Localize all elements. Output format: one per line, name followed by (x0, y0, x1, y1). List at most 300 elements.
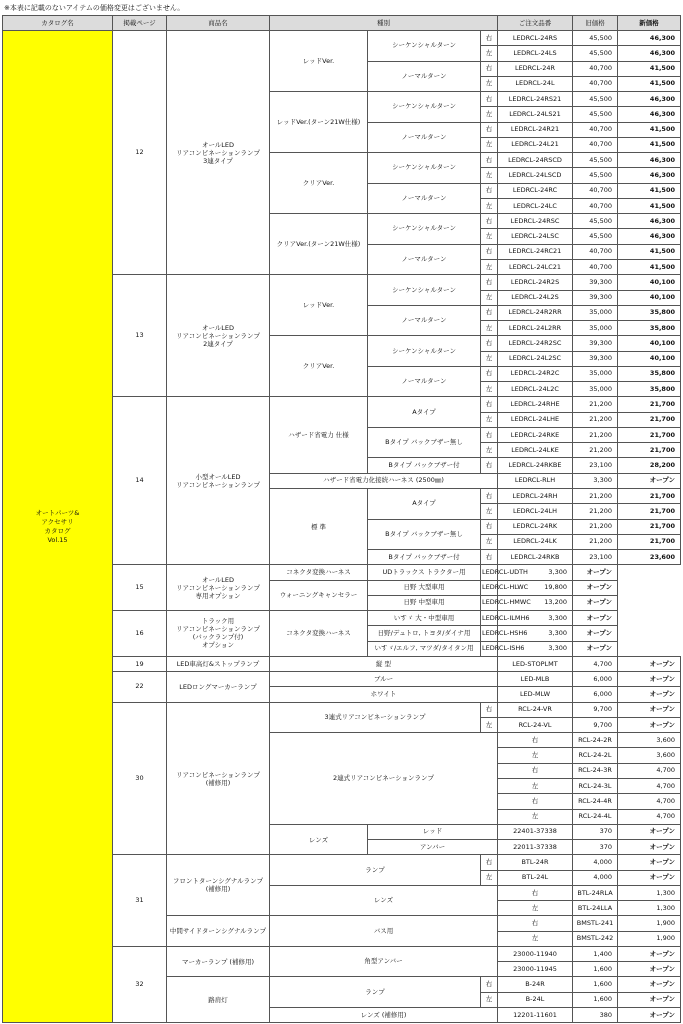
side-cell: 左 (481, 46, 498, 61)
text-line: リアコンビネーションランプ (176, 480, 260, 489)
new-price-cell: オープン (618, 656, 681, 671)
side-cell: 左 (498, 809, 573, 824)
page-cell: 31 (113, 855, 167, 947)
table-row (3, 31, 681, 46)
order-code-cell: LED-MLW (498, 687, 573, 702)
old-price-cell: 45,500 (573, 168, 618, 183)
side-cell: 左 (481, 870, 498, 885)
side-cell: 左 (481, 412, 498, 427)
type-group-cell: レンズ (270, 824, 368, 855)
text-line: LEDロングマーカーランプ (179, 682, 257, 691)
page-cell: 13 (113, 275, 167, 397)
product-name-cell (167, 855, 270, 916)
old-price-cell: 40,700 (573, 76, 618, 91)
type-detail-cell: シーケンシャルターン (368, 336, 481, 367)
side-cell: 左 (481, 504, 498, 519)
old-price-cell: 1,900 (618, 931, 681, 946)
new-price-cell: オープン (573, 580, 618, 595)
new-price-cell: オープン (618, 702, 681, 717)
order-code-cell: LEDRCL-24RH (498, 488, 573, 503)
header-page: 掲載ページ (113, 16, 167, 31)
old-price-cell: 9,700 (573, 717, 618, 732)
text-line: 路肩灯 (208, 995, 228, 1004)
text-line: (補修用) (205, 778, 231, 787)
old-price-cell: 45,500 (573, 92, 618, 107)
text-line: カタログ (44, 526, 71, 535)
side-cell: 左 (481, 992, 498, 1007)
side-cell: 左 (481, 717, 498, 732)
side-cell: 左 (481, 229, 498, 244)
side-cell: 左 (498, 931, 573, 946)
text-line: (補修用) (205, 885, 231, 894)
new-price-cell: 46,300 (618, 46, 681, 61)
order-code-cell: LEDRCL-24L21 (498, 137, 573, 152)
old-price-cell: 39,300 (573, 275, 618, 290)
type-detail-cell: 日野/デュトロ, トヨタ/ダイナ用 (368, 626, 481, 641)
old-price-cell: 1,900 (618, 916, 681, 931)
order-code-cell: RCL-24-3L (573, 779, 618, 794)
order-code-cell: 12201-11601 (498, 1008, 573, 1023)
old-price-cell: 3,600 (618, 748, 681, 763)
type-detail-cell: 日野 大型車用 (368, 580, 481, 595)
text-line: 3連タイプ (203, 156, 233, 165)
header-type: 種別 (270, 16, 498, 31)
new-price-cell: 35,800 (618, 366, 681, 381)
product-name-cell (167, 565, 270, 611)
old-price-cell: 45,500 (573, 46, 618, 61)
text-line: リアコンビネーションランプ (176, 148, 260, 157)
type-cell: ブルー (270, 672, 498, 687)
old-price-cell: 370 (573, 840, 618, 855)
old-price-cell: 40,700 (573, 198, 618, 213)
text-line: リアコンビネーションランプ (176, 625, 260, 634)
order-code-cell: LEDRCL-HSH6 (481, 626, 498, 641)
new-price-cell: オープン (618, 672, 681, 687)
new-price-cell: 21,700 (618, 504, 681, 519)
new-price-cell: 41,500 (618, 137, 681, 152)
product-name-cell (167, 702, 270, 855)
new-price-cell: 41,500 (618, 122, 681, 137)
side-cell: 左 (481, 259, 498, 274)
new-price-cell: 40,100 (618, 290, 681, 305)
new-price-cell: オープン (618, 824, 681, 839)
text-line: リアコンビネーションランプ (176, 331, 260, 340)
type-cell: 縦 型 (270, 656, 498, 671)
old-price-cell: 3,600 (618, 733, 681, 748)
side-cell: 右 (481, 31, 498, 46)
page-cell: 22 (113, 672, 167, 703)
type-detail-cell: 日野 中型車用 (368, 595, 481, 610)
type-cell: バス用 (270, 916, 498, 947)
product-name-cell (167, 916, 270, 947)
type-group-cell: 標 準 (270, 488, 368, 564)
type-detail-cell: シーケンシャルターン (368, 31, 481, 62)
text-line: 専用オプション (195, 591, 241, 600)
side-cell: 左 (481, 351, 498, 366)
type-detail-cell: シーケンシャルターン (368, 214, 481, 245)
order-code-cell: 23000-11940 (498, 946, 573, 961)
old-price-cell: 21,200 (573, 488, 618, 503)
new-price-cell: 28,200 (618, 458, 681, 473)
old-price-cell: 23,100 (573, 550, 618, 565)
old-price-cell: 39,300 (573, 290, 618, 305)
product-name-cell (167, 672, 270, 703)
order-code-cell: LEDRCL-HMWC (481, 595, 498, 610)
side-cell: 左 (481, 382, 498, 397)
side-cell: 左 (481, 534, 498, 549)
type-group-cell: レッドVer. (270, 31, 368, 92)
text-line: オプション (202, 641, 234, 650)
side-cell: 左 (481, 137, 498, 152)
new-price-cell: 41,500 (618, 244, 681, 259)
new-price-cell: 40,100 (618, 275, 681, 290)
order-code-cell: B-24R (498, 977, 573, 992)
page-cell: 16 (113, 611, 167, 657)
type-group-cell: クリアVer.(ターン21W仕様) (270, 214, 368, 275)
type-detail-cell: ノーマルターン (368, 244, 481, 275)
side-cell: 右 (498, 885, 573, 900)
page-cell: 32 (113, 946, 167, 1022)
old-price-cell: 35,000 (573, 366, 618, 381)
order-code-cell: LEDRCL-24RSCD (498, 153, 573, 168)
order-code-cell: LEDRCL-24L (498, 76, 573, 91)
type-detail-cell: Aタイプ (368, 397, 481, 428)
old-price-cell: 370 (573, 824, 618, 839)
type-cell: 2連式リアコンビネーションランプ (270, 733, 498, 825)
order-code-cell: LEDRCL-24LS (498, 46, 573, 61)
new-price-cell: 21,700 (618, 519, 681, 534)
order-code-cell: BTL-24L (498, 870, 573, 885)
new-price-cell: オープン (618, 717, 681, 732)
side-cell: 右 (481, 275, 498, 290)
order-code-cell: B-24L (498, 992, 573, 1007)
type-group-cell: レッドVer.(ターン21W仕様) (270, 92, 368, 153)
old-price-cell: 1,600 (573, 992, 618, 1007)
type-detail-cell: シーケンシャルターン (368, 275, 481, 306)
order-code-cell: LEDRCL-24R2RR (498, 305, 573, 320)
product-name-cell (167, 397, 270, 565)
old-price-cell: 35,000 (573, 305, 618, 320)
old-price-cell: 1,400 (573, 946, 618, 961)
new-price-cell: オープン (573, 626, 618, 641)
old-price-cell: 4,700 (618, 809, 681, 824)
type-cell: ハザード省電力化接続ハーネス (2500㎜) (270, 473, 498, 488)
old-price-cell: 39,300 (573, 336, 618, 351)
table-header-row (3, 16, 681, 31)
order-code-cell: RCL-24-2L (573, 748, 618, 763)
catalog-name-cell (3, 31, 113, 1023)
new-price-cell: オープン (618, 687, 681, 702)
order-code-cell: LED-STOPLMT (498, 656, 573, 671)
order-code-cell: LEDRCL-24LHE (498, 412, 573, 427)
product-name-cell (167, 946, 270, 977)
new-price-cell: 35,800 (618, 382, 681, 397)
type-detail-cell: シーケンシャルターン (368, 92, 481, 123)
type-group-cell: クリアVer. (270, 153, 368, 214)
text-line: (バックランプ付) (192, 633, 244, 642)
old-price-cell: 3,300 (498, 641, 573, 656)
order-code-cell: BTL-24RLA (573, 885, 618, 900)
old-price-cell: 40,700 (573, 122, 618, 137)
new-price-cell: 21,700 (618, 427, 681, 442)
old-price-cell: 380 (573, 1008, 618, 1023)
type-detail-cell: Bタイプ バックブザー付 (368, 550, 481, 565)
type-cell: ランプ (270, 977, 481, 1008)
side-cell: 右 (498, 916, 573, 931)
type-detail-cell: ノーマルターン (368, 122, 481, 153)
page-cell: 14 (113, 397, 167, 565)
type-cell: ランプ (270, 855, 481, 886)
text-line: オールLED (201, 575, 235, 584)
type-cell: ホワイト (270, 687, 498, 702)
old-price-cell: 4,700 (618, 763, 681, 778)
type-cell: 角型アンバー (270, 946, 498, 977)
product-name-cell (167, 611, 270, 657)
side-cell: 左 (498, 748, 573, 763)
side-cell: 右 (481, 61, 498, 76)
order-code-cell: LEDRCL-24RKE (498, 427, 573, 442)
new-price-cell: 46,300 (618, 153, 681, 168)
order-code-cell: LEDRCL-24L2C (498, 382, 573, 397)
new-price-cell: 41,500 (618, 76, 681, 91)
side-cell: 右 (481, 855, 498, 870)
order-code-cell: 23000-11945 (498, 962, 573, 977)
type-detail-cell: レッド (368, 824, 498, 839)
order-code-cell: LEDRCL-24LH (498, 504, 573, 519)
product-name-cell (167, 977, 270, 1023)
side-cell: 左 (481, 168, 498, 183)
old-price-cell: 39,300 (573, 351, 618, 366)
text-line: 小型オールLED (195, 472, 241, 481)
order-code-cell: LEDRCL-24RKBE (498, 458, 573, 473)
header-product: 商品名 (167, 16, 270, 31)
old-price-cell: 35,000 (573, 382, 618, 397)
side-cell: 左 (481, 443, 498, 458)
text-line: オールLED (201, 140, 235, 149)
old-price-cell: 4,000 (573, 855, 618, 870)
order-code-cell: LEDRCL-24RS (498, 31, 573, 46)
new-price-cell: 40,100 (618, 351, 681, 366)
order-code-cell: LEDRCL-24R2SC (498, 336, 573, 351)
old-price-cell: 40,700 (573, 244, 618, 259)
order-code-cell: LEDRCL-24LS21 (498, 107, 573, 122)
new-price-cell: オープン (618, 870, 681, 885)
type-cell: レンズ (補修用) (270, 1008, 498, 1023)
new-price-cell: 41,500 (618, 198, 681, 213)
old-price-cell: 40,700 (573, 259, 618, 274)
type-detail-cell: Bタイプ バックブザー無し (368, 427, 481, 458)
page-cell: 30 (113, 702, 167, 855)
order-code-cell: LEDRCL-24LC (498, 198, 573, 213)
old-price-cell: 4,700 (573, 656, 618, 671)
order-code-cell: 22011-37338 (498, 840, 573, 855)
side-cell: 左 (481, 76, 498, 91)
new-price-cell: オープン (573, 595, 618, 610)
order-code-cell: LEDRCL-24RS21 (498, 92, 573, 107)
side-cell: 右 (498, 733, 573, 748)
type-group-cell: ウォーニングキャンセラー (270, 580, 368, 611)
new-price-cell: オープン (618, 946, 681, 961)
order-code-cell: LEDRCL-24R (498, 61, 573, 76)
old-price-cell: 21,200 (573, 443, 618, 458)
side-cell: 右 (481, 336, 498, 351)
type-detail-cell: ノーマルターン (368, 366, 481, 397)
new-price-cell: 46,300 (618, 92, 681, 107)
text-line: アクセサリ (41, 517, 74, 526)
text-line: 中間サイドターンシグナルランプ (169, 927, 267, 936)
order-code-cell: LEDRCL-24RKB (498, 550, 573, 565)
old-price-cell: 45,500 (573, 153, 618, 168)
old-price-cell: 3,300 (498, 611, 573, 626)
header-catalog: カタログ名 (3, 16, 113, 31)
text-line: リアコンビネーションランプ (176, 583, 260, 592)
new-price-cell: 46,300 (618, 168, 681, 183)
new-price-cell: 46,300 (618, 214, 681, 229)
type-detail-cell: Bタイプ バックブザー付 (368, 458, 481, 473)
order-code-cell: BTL-24R (498, 855, 573, 870)
order-code-cell: LEDRCL-ILMH6 (481, 611, 498, 626)
order-code-cell: 22401-37338 (498, 824, 573, 839)
header-old-price: 旧価格 (573, 16, 618, 31)
new-price-cell: 40,100 (618, 336, 681, 351)
order-code-cell: LEDRCL-24LC21 (498, 259, 573, 274)
old-price-cell: 4,700 (618, 794, 681, 809)
old-price-cell: 1,300 (618, 885, 681, 900)
old-price-cell: 3,300 (498, 565, 573, 580)
order-code-cell: BMSTL-242 (573, 931, 618, 946)
order-code-cell: LEDRCL-24L2RR (498, 321, 573, 336)
order-code-cell: LEDRCL-24RC (498, 183, 573, 198)
new-price-cell: 41,500 (618, 61, 681, 76)
type-group-cell: コネクタ変換ハーネス (270, 565, 368, 580)
side-cell: 右 (481, 153, 498, 168)
type-detail-cell: いすゞ 大・中型車用 (368, 611, 481, 626)
new-price-cell: 21,700 (618, 412, 681, 427)
order-code-cell: LEDRCL-24RHE (498, 397, 573, 412)
old-price-cell: 3,300 (498, 626, 573, 641)
order-code-cell: LEDRCL-24RC21 (498, 244, 573, 259)
type-detail-cell: ノーマルターン (368, 305, 481, 336)
order-code-cell: LEDRCL-24L2S (498, 290, 573, 305)
side-cell: 右 (481, 92, 498, 107)
type-detail-cell: アンバー (368, 840, 498, 855)
side-cell: 右 (481, 458, 498, 473)
order-code-cell: BMSTL-241 (573, 916, 618, 931)
old-price-cell: 4,000 (573, 870, 618, 885)
price-table (2, 15, 681, 1023)
new-price-cell: 41,500 (618, 183, 681, 198)
old-price-cell: 13,200 (498, 595, 573, 610)
order-code-cell: LEDRCL-24RSC (498, 214, 573, 229)
text-line: マーカーランプ (補修用) (181, 957, 254, 966)
new-price-cell: オープン (618, 473, 681, 488)
text-line: トラック用 (201, 617, 235, 626)
side-cell: 右 (498, 763, 573, 778)
side-cell: 右 (481, 244, 498, 259)
type-detail-cell: Bタイプ バックブザー無し (368, 519, 481, 550)
side-cell: 右 (481, 427, 498, 442)
type-detail-cell: ノーマルターン (368, 61, 481, 92)
side-cell: 右 (481, 397, 498, 412)
header-new-price: 新価格 (618, 16, 681, 31)
side-cell: 左 (498, 779, 573, 794)
side-cell: 右 (481, 550, 498, 565)
new-price-cell: オープン (573, 641, 618, 656)
type-detail-cell: シーケンシャルターン (368, 153, 481, 184)
order-code-cell: RCL-24-VR (498, 702, 573, 717)
new-price-cell: オープン (618, 855, 681, 870)
side-cell: 右 (481, 122, 498, 137)
order-code-cell: LEDRCL-24LSC (498, 229, 573, 244)
type-detail-cell: UDトラックス トラクター用 (368, 565, 481, 580)
old-price-cell: 21,200 (573, 534, 618, 549)
order-code-cell: LEDRCL-24LK (498, 534, 573, 549)
new-price-cell: 46,300 (618, 31, 681, 46)
order-code-cell: LEDRCL-24LSCD (498, 168, 573, 183)
old-price-cell: 6,000 (573, 672, 618, 687)
old-price-cell: 4,700 (618, 779, 681, 794)
side-cell: 右 (481, 519, 498, 534)
product-name-cell (167, 275, 270, 397)
order-code-cell: LEDRCL-UDTH (481, 565, 498, 580)
side-cell: 右 (481, 977, 498, 992)
order-code-cell: LEDRCL-RLH (498, 473, 573, 488)
old-price-cell: 40,700 (573, 61, 618, 76)
new-price-cell: オープン (573, 565, 618, 580)
type-detail-cell: Aタイプ (368, 488, 481, 519)
product-name-cell (167, 656, 270, 671)
new-price-cell: 46,300 (618, 107, 681, 122)
side-cell: 左 (481, 198, 498, 213)
type-cell: 3連式リアコンビネーションランプ (270, 702, 481, 733)
order-code-cell: RCL-24-4R (573, 794, 618, 809)
order-code-cell: BTL-24LLA (573, 901, 618, 916)
text-line: 2連タイプ (203, 339, 233, 348)
old-price-cell: 1,600 (573, 977, 618, 992)
text-line: LED車高灯&ストップランプ (176, 660, 260, 669)
old-price-cell: 21,200 (573, 427, 618, 442)
old-price-cell: 21,200 (573, 504, 618, 519)
text-line: Vol.15 (47, 535, 68, 544)
side-cell: 左 (481, 290, 498, 305)
new-price-cell: 21,700 (618, 488, 681, 503)
side-cell: 右 (498, 794, 573, 809)
old-price-cell: 21,200 (573, 412, 618, 427)
page-cell: 19 (113, 656, 167, 671)
new-price-cell: オープン (618, 1008, 681, 1023)
text-line: リアコンビネーションランプ (176, 770, 260, 779)
order-code-cell: LEDRCL-24R2C (498, 366, 573, 381)
new-price-cell: オープン (618, 992, 681, 1007)
new-price-cell: 35,800 (618, 321, 681, 336)
old-price-cell: 19,800 (498, 580, 573, 595)
old-price-cell: 35,000 (573, 321, 618, 336)
side-cell: 右 (481, 305, 498, 320)
new-price-cell: 21,700 (618, 443, 681, 458)
type-group-cell: コネクタ変換ハーネス (270, 611, 368, 657)
new-price-cell: 46,300 (618, 229, 681, 244)
old-price-cell: 6,000 (573, 687, 618, 702)
new-price-cell: オープン (618, 977, 681, 992)
order-code-cell: LEDRCL-24R2S (498, 275, 573, 290)
new-price-cell: オープン (618, 840, 681, 855)
side-cell: 右 (481, 366, 498, 381)
order-code-cell: RCL-24-4L (573, 809, 618, 824)
side-cell: 右 (481, 183, 498, 198)
side-cell: 左 (481, 107, 498, 122)
type-group-cell: レッドVer. (270, 275, 368, 336)
order-code-cell: LEDRCL-24L2SC (498, 351, 573, 366)
